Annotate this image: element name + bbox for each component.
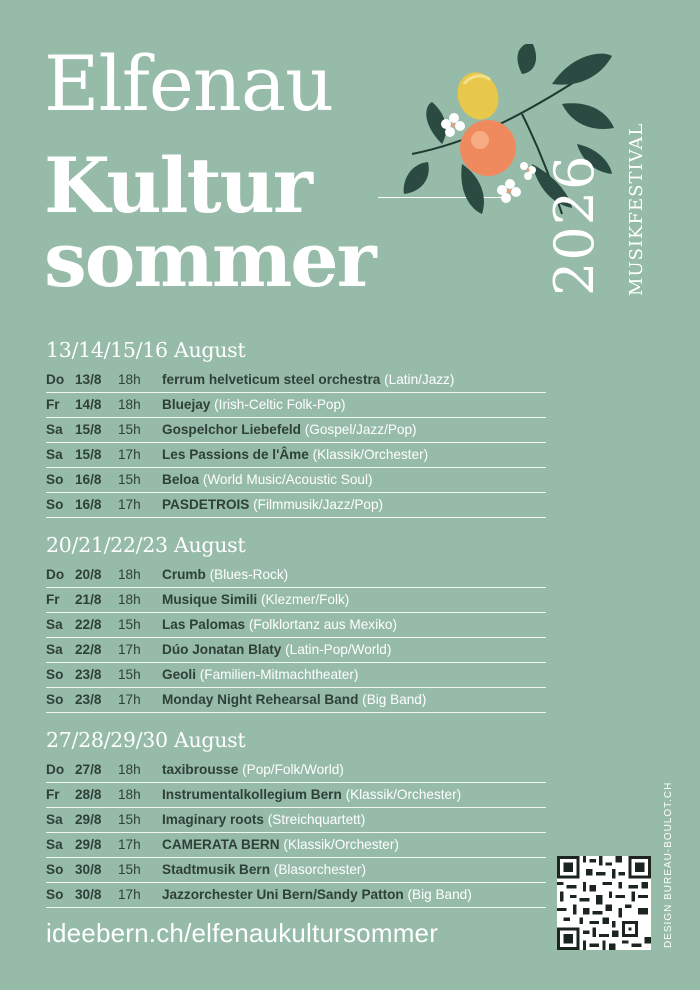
event-date: 15/8 (75, 422, 102, 437)
event-date: 23/8 (75, 692, 102, 707)
week-block-3 (46, 728, 546, 908)
event-day: So (46, 692, 64, 707)
event-artist: PASDETROIS (162, 497, 250, 512)
event-row (46, 833, 546, 858)
event-artist: Las Palomas (162, 617, 246, 632)
event-time: 18h (118, 592, 141, 607)
event-row (46, 588, 546, 613)
event-day: So (46, 667, 64, 682)
event-time: 18h (118, 372, 141, 387)
event-date: 13/8 (75, 372, 102, 387)
event-time: 18h (118, 762, 141, 777)
event-row (46, 563, 546, 588)
event-row (46, 758, 546, 783)
event-artist: Beloa (162, 472, 200, 487)
week-heading: 20/21/22/23 August (46, 533, 246, 557)
event-row (46, 493, 546, 518)
event-row (46, 638, 546, 663)
event-day: Sa (46, 422, 63, 437)
event-time: 18h (118, 787, 141, 802)
event-date: 29/8 (75, 812, 102, 827)
event-day: Do (46, 567, 65, 582)
event-day: Fr (46, 592, 60, 607)
event-artist: Jazzorchester Uni Bern/Sandy Patton (162, 887, 404, 902)
event-row (46, 393, 546, 418)
event-time: 15h (118, 862, 141, 877)
event-date: 20/8 (75, 567, 102, 582)
event-day: Sa (46, 617, 63, 632)
event-row (46, 688, 546, 713)
event-artist: Musique Simili (162, 592, 258, 607)
event-artist: Crumb (162, 567, 206, 582)
event-artist: taxibrousse (162, 762, 239, 777)
week-block-1 (46, 338, 546, 518)
event-genre: (Big Band) (362, 692, 427, 707)
event-genre: (Big Band) (407, 887, 472, 902)
festival-label: MUSIKFESTIVAL (626, 122, 647, 296)
event-date: 16/8 (75, 497, 102, 512)
event-genre: (Blasorchester) (273, 862, 366, 877)
week-block-2 (46, 533, 546, 713)
event-artist: Instrumentalkollegium Bern (162, 787, 342, 802)
qr-code-icon[interactable] (557, 856, 651, 950)
event-date: 30/8 (75, 887, 102, 902)
event-time: 15h (118, 472, 141, 487)
event-row (46, 468, 546, 493)
title-line-elfenau: Elfenau (44, 39, 334, 128)
event-time: 18h (118, 397, 141, 412)
title-line-kultur: Kultur (44, 141, 311, 230)
event-genre: (Gospel/Jazz/Pop) (304, 422, 417, 437)
event-genre: (Klassik/Orchester) (312, 447, 429, 462)
event-date: 16/8 (75, 472, 102, 487)
event-artist: Stadtmusik Bern (162, 862, 271, 877)
event-day: Sa (46, 837, 63, 852)
event-artist: Gospelchor Liebefeld (162, 422, 301, 437)
event-time: 17h (118, 837, 141, 852)
event-day: Fr (46, 787, 60, 802)
event-genre: (Filmmusik/Jazz/Pop) (253, 497, 384, 512)
event-genre: (Streichquartett) (267, 812, 366, 827)
event-artist: Les Passions de l'Âme (162, 447, 309, 462)
festival-year: 2026 (543, 154, 606, 296)
event-date: 21/8 (75, 592, 102, 607)
event-day: So (46, 497, 64, 512)
event-genre: (Blues-Rock) (209, 567, 289, 582)
event-genre: (Familien-Mitmachtheater) (199, 667, 359, 682)
event-time: 17h (118, 447, 141, 462)
week-heading: 13/14/15/16 August (46, 338, 246, 362)
website-url[interactable]: ideebern.ch/elfenaukultursommer (46, 918, 439, 948)
event-row (46, 808, 546, 833)
event-date: 28/8 (75, 787, 102, 802)
event-genre: (Folklortanz aus Mexiko) (248, 617, 397, 632)
title-line-sommer: sommer (44, 215, 375, 304)
event-time: 17h (118, 887, 141, 902)
event-day: Do (46, 372, 65, 387)
event-artist: Dúo Jonatan Blaty (162, 642, 282, 657)
event-time: 15h (118, 422, 141, 437)
event-day: Sa (46, 447, 63, 462)
event-time: 15h (118, 667, 141, 682)
event-genre: (Klezmer/Folk) (260, 592, 350, 607)
event-date: 29/8 (75, 837, 102, 852)
event-artist: Bluejay (162, 397, 211, 412)
event-genre: (Irish-Celtic Folk-Pop) (214, 397, 346, 412)
event-day: So (46, 887, 64, 902)
week-heading: 27/28/29/30 August (46, 728, 246, 752)
event-date: 23/8 (75, 667, 102, 682)
event-artist: ferrum helveticum steel orchestra (162, 372, 381, 387)
event-day: Fr (46, 397, 60, 412)
event-genre: (Latin/Jazz) (384, 372, 455, 387)
event-date: 27/8 (75, 762, 102, 777)
event-artist: CAMERATA BERN (162, 837, 280, 852)
event-artist: Monday Night Rehearsal Band (162, 692, 359, 707)
event-time: 17h (118, 642, 141, 657)
event-artist: Geoli (162, 667, 196, 682)
event-genre: (World Music/Acoustic Soul) (202, 472, 373, 487)
event-day: Do (46, 762, 65, 777)
event-genre: (Pop/Folk/World) (242, 762, 344, 777)
event-date: 30/8 (75, 862, 102, 877)
event-day: Sa (46, 812, 63, 827)
event-time: 15h (118, 812, 141, 827)
event-time: 17h (118, 692, 141, 707)
event-row (46, 368, 546, 393)
event-date: 14/8 (75, 397, 102, 412)
event-date: 22/8 (75, 617, 102, 632)
event-day: So (46, 862, 64, 877)
event-day: Sa (46, 642, 63, 657)
event-row (46, 418, 546, 443)
event-date: 22/8 (75, 642, 102, 657)
event-artist: Imaginary roots (162, 812, 264, 827)
event-row (46, 613, 546, 638)
event-row (46, 783, 546, 808)
design-credit: DESIGN BUREAU-BOULOT.CH (663, 781, 674, 948)
event-genre: (Latin-Pop/World) (285, 642, 392, 657)
event-row (46, 883, 546, 908)
event-row (46, 858, 546, 883)
event-row (46, 443, 546, 468)
event-genre: (Klassik/Orchester) (283, 837, 399, 852)
event-day: So (46, 472, 64, 487)
event-genre: (Klassik/Orchester) (345, 787, 462, 802)
event-row (46, 663, 546, 688)
event-time: 18h (118, 567, 141, 582)
event-time: 17h (118, 497, 141, 512)
event-time: 15h (118, 617, 141, 632)
event-date: 15/8 (75, 447, 102, 462)
